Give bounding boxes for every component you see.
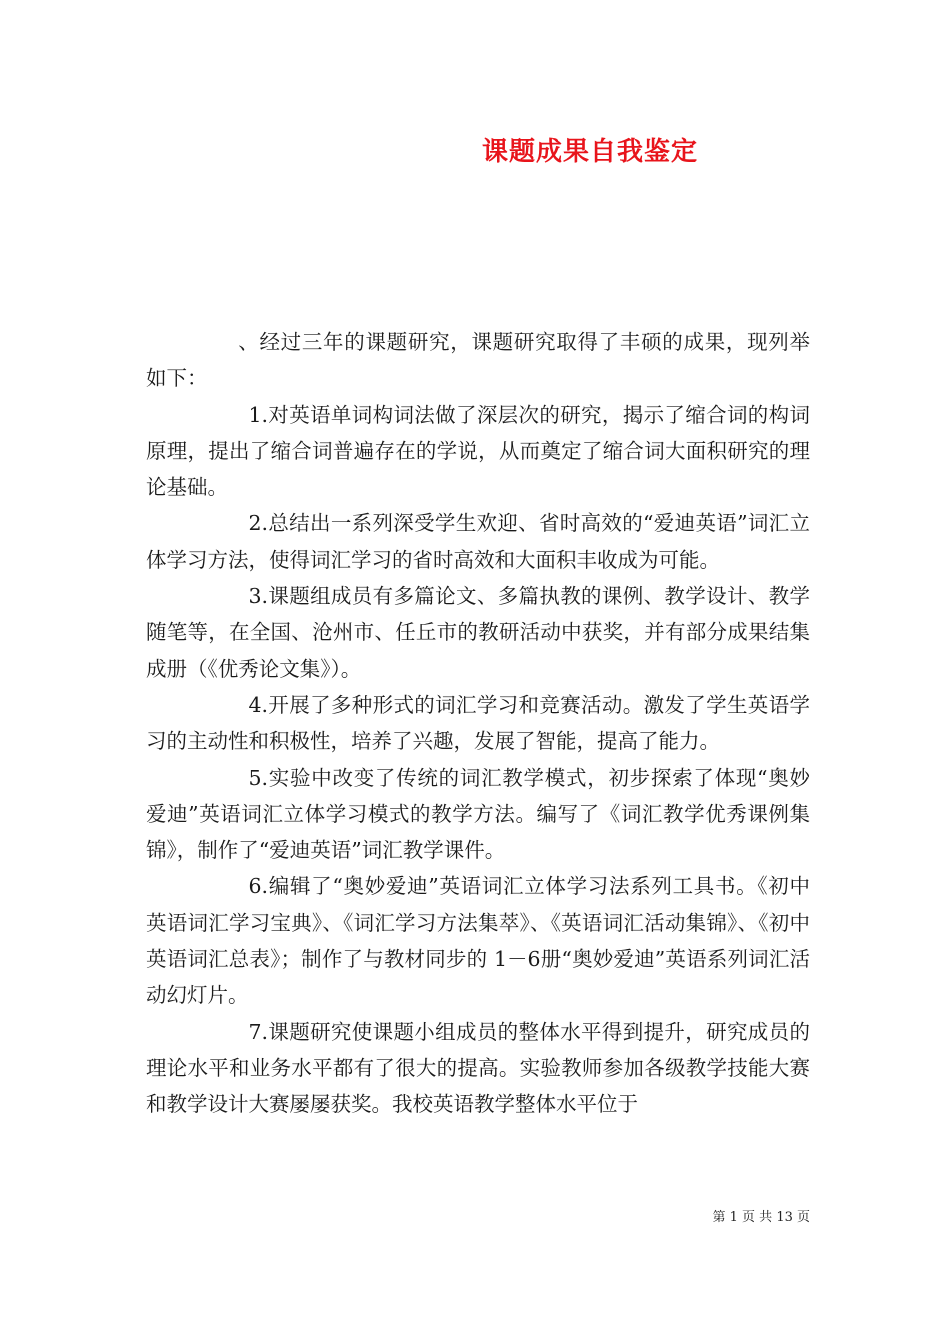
paragraph-intro: 、经过三年的课题研究，课题研究取得了丰硕的成果，现列举如下：	[146, 330, 810, 391]
paragraph-item-7: 7.课题研究使课题小组成员的整体水平得到提升，研究成员的理论水平和业务水平都有了很大的提高。实验教师参加各级教学技能大赛和教学设计大赛屡屡获奖。我校英语教学整体水平位于	[146, 1019, 810, 1117]
paragraph-item-2: 2.总结出一系列深受学生欢迎、省时高效的“爱迪英语”词汇立体学习方法，使得词汇学习的省时高效和大面积丰收成为可能。	[146, 511, 810, 572]
document-body	[146, 324, 810, 1123]
paragraph-item-5: 5.实验中改变了传统的词汇教学模式，初步探索了体现“奥妙爱迪”英语词汇立体学习模式的教学方法。编写了《词汇教学优秀课例集锦》，制作了“爱迪英语”词汇教学课件。	[146, 765, 810, 863]
paragraph-item-1: 1.对英语单词构词法做了深层次的研究，揭示了缩合词的构词原理，提出了缩合词普遍存在的学说，从而奠定了缩合词大面积研究的理论基础。	[146, 402, 810, 500]
document-title: 课题成果自我鉴定	[481, 137, 698, 167]
paragraph-item-6: 6.编辑了“奥妙爱迪”英语词汇立体学习法系列工具书。《初中英语词汇学习宝典》、《词汇学习方法集萃》、《英语词汇活动集锦》、《初中英语词汇总表》；制作了与教材同步的 1－6册“奥妙爱迪”英语系列词汇活动幻灯片。	[146, 874, 810, 1008]
paragraph-item-4: 4.开展了多种形式的词汇学习和竞赛活动。激发了学生英语学习的主动性和积极性，培养了兴趣，发展了智能，提高了能力。	[146, 692, 810, 754]
page-number-footer: 第 1 页 共 13 页	[712, 1210, 810, 1225]
paragraph-item-3: 3.课题组成员有多篇论文、多篇执教的课例、教学设计、教学随笔等，在全国、沧州市、任丘市的教研活动中获奖，并有部分成果结集成册（《优秀论文集》）。	[146, 584, 810, 681]
